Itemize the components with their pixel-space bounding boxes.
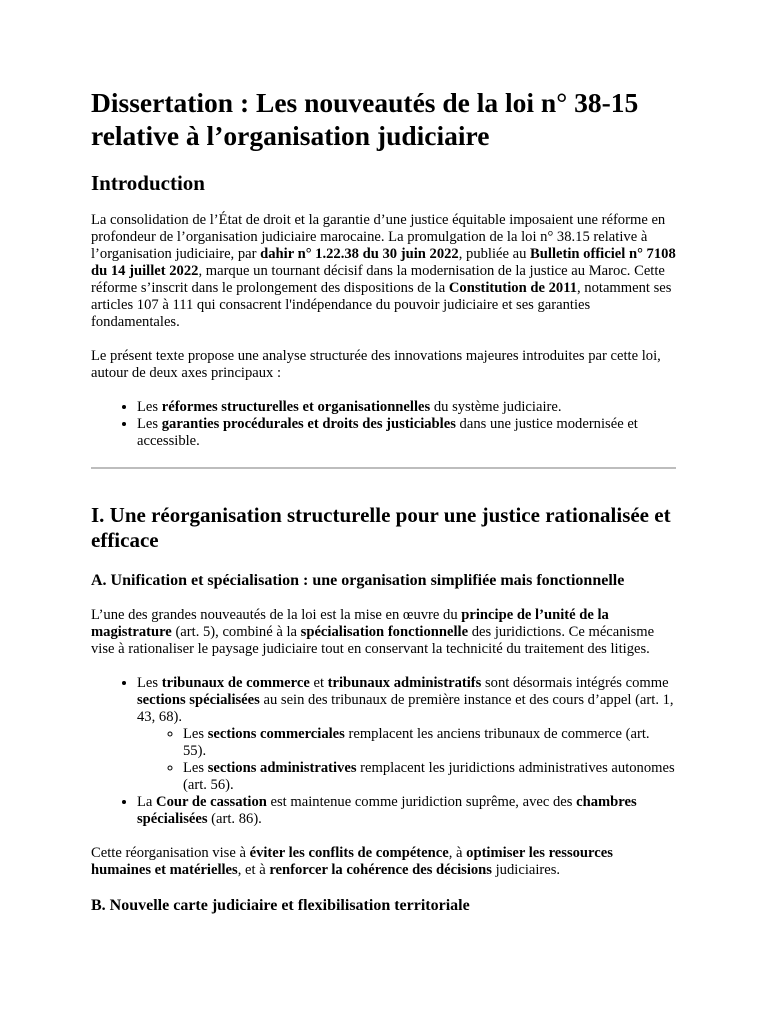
- introduction-paragraph-2: Le présent texte propose une analyse structurée des innovations majeures introduites par cette loi, autour de deux axes principaux :: [91, 348, 661, 381]
- bold-text: chambres spécialisées: [137, 794, 637, 827]
- text-run: Les: [137, 399, 162, 415]
- bold-text: principe de l’unité de la magistrature: [91, 607, 609, 640]
- list-item-text: [137, 794, 637, 827]
- text-run: Les: [137, 675, 162, 691]
- section-1-heading: I. Une réorganisation structurelle pour une justice rationalisée et efficace: [91, 503, 671, 552]
- text-run: et: [309, 675, 328, 691]
- nested-list: [137, 726, 676, 794]
- list-item: [137, 399, 676, 416]
- text-run: Les: [183, 760, 208, 776]
- text-run: , et à: [237, 862, 270, 878]
- text-run: La: [137, 794, 157, 810]
- text-run: au sein des tribunaux de première instance et des cours d’appel (art. 1, 43, 68).: [137, 692, 674, 725]
- text-run: des juridictions. Ce mécanisme vise à rationaliser le paysage judiciaire tout en conservant la technicité du traitement des litiges.: [91, 624, 655, 657]
- bold-text: dahir n° 1.22.38 du 30 juin 2022: [260, 246, 459, 262]
- text-run: remplacent les anciens tribunaux de commerce (art. 55).: [183, 726, 650, 759]
- bold-text: réformes structurelles et organisationnelles: [161, 399, 431, 415]
- nested-list-item: [183, 726, 676, 760]
- subsection-a-heading: A. Unification et spécialisation : une organisation simplifiée mais fonctionnelle: [91, 572, 625, 589]
- text-run: dans une justice modernisée et accessible.: [137, 416, 638, 449]
- section-divider: [91, 467, 676, 469]
- text-run: , à: [448, 845, 467, 861]
- bold-text: optimiser les ressources humaines et matérielles: [91, 845, 613, 878]
- bold-text: tribunaux de commerce: [161, 675, 310, 691]
- bold-text: spécialisation fonctionnelle: [300, 624, 469, 640]
- text-run: Les: [183, 726, 208, 742]
- subsection-b-heading: B. Nouvelle carte judiciaire et flexibilisation territoriale: [91, 897, 470, 914]
- bold-text: Bulletin officiel n° 7108 du 14 juillet 2022: [91, 246, 676, 279]
- bold-text: éviter les conflits de compétence: [249, 845, 449, 861]
- list-item-text: [137, 675, 674, 725]
- text-run: , notamment ses articles 107 à 111 qui consacrent l'indépendance du pouvoir judiciaire et ses garanties fondamentales.: [91, 280, 672, 330]
- list-item: [137, 794, 676, 828]
- text-run: , publiée au: [458, 246, 531, 262]
- text-run: L’une des grandes nouveautés de la loi est la mise en œuvre du: [91, 607, 462, 623]
- text-run: (art. 86).: [207, 811, 262, 827]
- bold-text: sections commerciales: [207, 726, 345, 742]
- text-run: sont désormais intégrés comme: [481, 675, 669, 691]
- subsection-a-paragraph-1: [91, 607, 676, 658]
- bold-text: Cour de cassation: [156, 794, 267, 810]
- introduction-paragraph-1: [91, 212, 676, 331]
- nested-list-item: [183, 760, 676, 794]
- bold-text: sections spécialisées: [137, 692, 260, 708]
- text-run: remplacent les juridictions administratives autonomes (art. 56).: [183, 760, 675, 793]
- text-run: (art. 5), combiné à la: [171, 624, 301, 640]
- text-run: est maintenue comme juridiction suprême, avec des: [266, 794, 577, 810]
- bold-text: tribunaux administratifs: [327, 675, 482, 691]
- text-run: , marque un tournant décisif dans la modernisation de la justice au Maroc. Cette réforme s’inscrit dans le prolongement des dispositions de la: [91, 263, 665, 296]
- introduction-axes-list: [91, 399, 676, 450]
- document-title: Dissertation : Les nouveautés de la loi n° 38-15 relative à l’organisation judiciaire: [91, 87, 639, 151]
- list-item: [137, 675, 676, 794]
- text-run: La consolidation de l’État de droit et la garantie d’une justice équitable imposaient une réforme en profondeur de l’organisation judiciaire marocaine. La promulgation de la loi n° 38.15 relative à l’organisation judiciaire, par: [91, 212, 666, 262]
- text-run: du système judiciaire.: [430, 399, 562, 415]
- text-run: Cette réorganisation vise à: [91, 845, 250, 861]
- bold-text: sections administratives: [207, 760, 357, 776]
- introduction-heading: Introduction: [91, 171, 205, 195]
- subsection-a-list: [91, 675, 676, 828]
- subsection-a-paragraph-2: [91, 845, 676, 879]
- bold-text: Constitution de 2011: [448, 280, 577, 296]
- text-run: Les: [137, 416, 162, 432]
- bold-text: garanties procédurales et droits des justiciables: [161, 416, 456, 432]
- text-run: judiciaires.: [491, 862, 561, 878]
- bold-text: renforcer la cohérence des décisions: [269, 862, 492, 878]
- list-item: [137, 416, 676, 450]
